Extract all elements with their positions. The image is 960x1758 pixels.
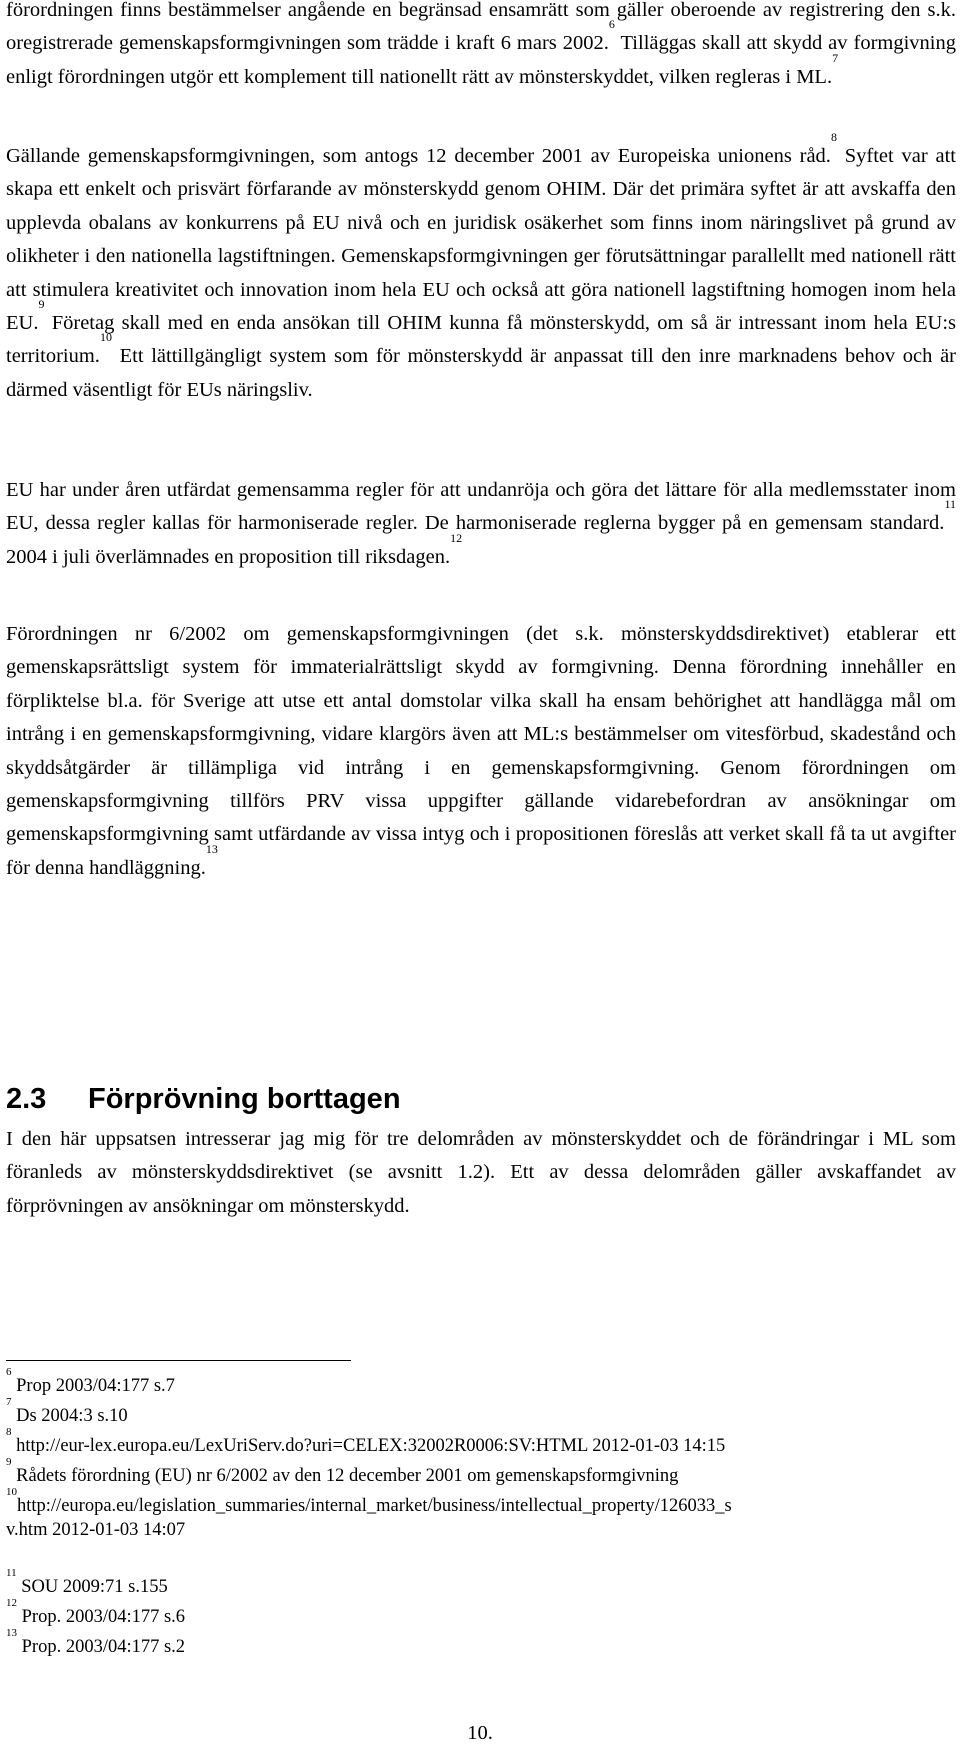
footnote-reference: 13 (205, 841, 218, 856)
footnote-number: 9 (6, 1456, 12, 1468)
footnote-divider (6, 1360, 351, 1361)
footnote-text: Rådets förordning (EU) nr 6/2002 av den 12 december 2001 om gemenskapsformgivning (11, 1466, 679, 1486)
paragraph-text: Förordningen nr 6/2002 om gemenskapsformgivningen (det s.k. mönsterskyddsdirektivet) etablerar ett gemenskapsrättsligt system för immaterialrättsligt skydd av formgivning. Denna förordning innehåller en förpliktelse bl.a. för Sverige att utse ett antal domstolar vilka skall ha ensam behörighet att handlägga mål om intrång i en gemenskapsformgivning, vidare klargörs även att ML:s bestämmelser om vitesförbud, skadestånd och skyddsåtgärder är tillämpliga vid intrång i en gemenskapsformgivning. Genom förordningen om gemenskapsformgivning tillförs PRV vissa uppgifter gällande vidarebefordran av ansökningar om gemenskapsformgivning samt utfärdande av vissa intyg och i propositionen föreslås att verket skall få ta ut avgifter för denna handläggning. (6, 623, 956, 879)
footnote-reference: 10 (99, 330, 112, 345)
section-number: 2.3 (6, 1083, 47, 1115)
footnote-number: 10 (6, 1486, 17, 1498)
footnote-text: Prop. 2003/04:177 s.2 (17, 1637, 186, 1657)
footnote-item (6, 1426, 726, 1458)
footnote-item (6, 1366, 175, 1398)
footnote-item (6, 1396, 128, 1428)
footnote-item (6, 1456, 679, 1488)
section-heading (6, 1083, 401, 1116)
paragraph-uppsatsen (6, 1123, 956, 1223)
footnote-item (6, 1567, 168, 1599)
footnote-text-continuation: v.htm 2012-01-03 14:07 (6, 1520, 186, 1540)
paragraph-text: Ett lättillgängligt system som för mönsterskydd är anpassat till den inre marknadens behov och är därmed väsentligt för EUs näringsliv. (6, 345, 956, 401)
paragraph-text: Gällande gemenskapsformgivningen, som antogs 12 december 2001 av Europeiska unionens råd. (6, 145, 831, 167)
footnote-reference: 11 (944, 497, 956, 512)
footnote-text: Ds 2004:3 s.10 (11, 1406, 128, 1426)
footnote-item (6, 1486, 732, 1542)
paragraph-forordningen (6, 618, 956, 885)
paragraph-text: Företag skall med en enda ansökan till OHIM kunna få mönsterskydd, om så är intressant inom hela EU:s territorium. (6, 312, 956, 368)
paragraph-gemenskapsformgivning (6, 130, 956, 407)
footnote-text: Prop 2003/04:177 s.7 (11, 1376, 175, 1396)
footnote-reference: 8 (830, 130, 837, 144)
footnote-reference: 6 (608, 17, 615, 32)
footnote-text: SOU 2009:71 s.155 (16, 1577, 168, 1597)
paragraph-text: 2004 i juli överlämnades en proposition till riksdagen. (6, 545, 451, 568)
footnote-number: 12 (6, 1597, 17, 1609)
footnote-item (6, 1597, 186, 1629)
footnote-reference: 12 (450, 530, 463, 545)
paragraph-text: Tilläggas skall att skydd av formgivning enligt förordningen utgör ett komplement till nationellt rätt av mönsterskyddet, vilken regleras i ML. (6, 32, 956, 88)
paragraph-text: Syftet var att skapa ett enkelt och prisvärt förfarande av mönsterskydd genom OHIM. Där det primära syftet är att avskaffa den upplevda obalans av konkurrens på EU nivå och en juridisk osäkerhet som finns inom näringslivet på grund av olikheter i den nationella lagstiftningen. Gemenskapsformgivningen ger förutsättningar parallellt med nationell rätt att stimulera kreativitet och innovation inom hela EU och också att göra nationell lagstiftning homogen inom hela EU. (6, 145, 956, 335)
footnote-number: 6 (6, 1366, 12, 1378)
footnote-number: 13 (6, 1627, 17, 1639)
footnote-text: http://europa.eu/legislation_summaries/internal_market/business/intellectual_property/126033_s (17, 1496, 732, 1516)
footnote-number: 11 (6, 1567, 17, 1579)
paragraph-text: EU har under åren utfärdat gemensamma regler för att undanröja och göra det lättare för alla medlemsstater inom EU, dessa regler kallas för harmoniserade regler. De harmoniserade reglerna bygger på en gemensam standard. (6, 479, 956, 535)
section-title: Förprövning borttagen (88, 1083, 401, 1115)
footnote-number: 7 (6, 1396, 12, 1408)
page-number: 10. (467, 1722, 493, 1744)
paragraph-text: I den här uppsatsen intresserar jag mig för tre delområden av mönsterskyddet och de förändringar i ML som föranleds av mönsterskyddsdirektivet (se avsnitt 1.2). Ett av dessa delområden gäller avskaffandet av förprövningen av ansökningar om mönsterskydd. (6, 1128, 956, 1217)
footnote-text: http://eur-lex.europa.eu/LexUriServ.do?uri=CELEX:32002R0006:SV:HTML 2012-01-03 14:15 (11, 1436, 726, 1456)
footnote-number: 8 (6, 1426, 12, 1438)
paragraph-text: förordningen finns bestämmelser angående en begränsad ensamrätt som gäller oberoende av registrering den s.k. oregistrerade gemenskapsformgivningen som trädde i kraft 6 mars 2002. (6, 0, 956, 55)
paragraph-continuation (6, 0, 956, 94)
footnote-text: Prop. 2003/04:177 s.6 (17, 1607, 186, 1627)
footnote-reference: 7 (832, 50, 839, 65)
footnote-reference: 9 (38, 297, 45, 312)
footnote-item (6, 1627, 186, 1659)
paragraph-harmoniserade-regler (6, 474, 956, 574)
